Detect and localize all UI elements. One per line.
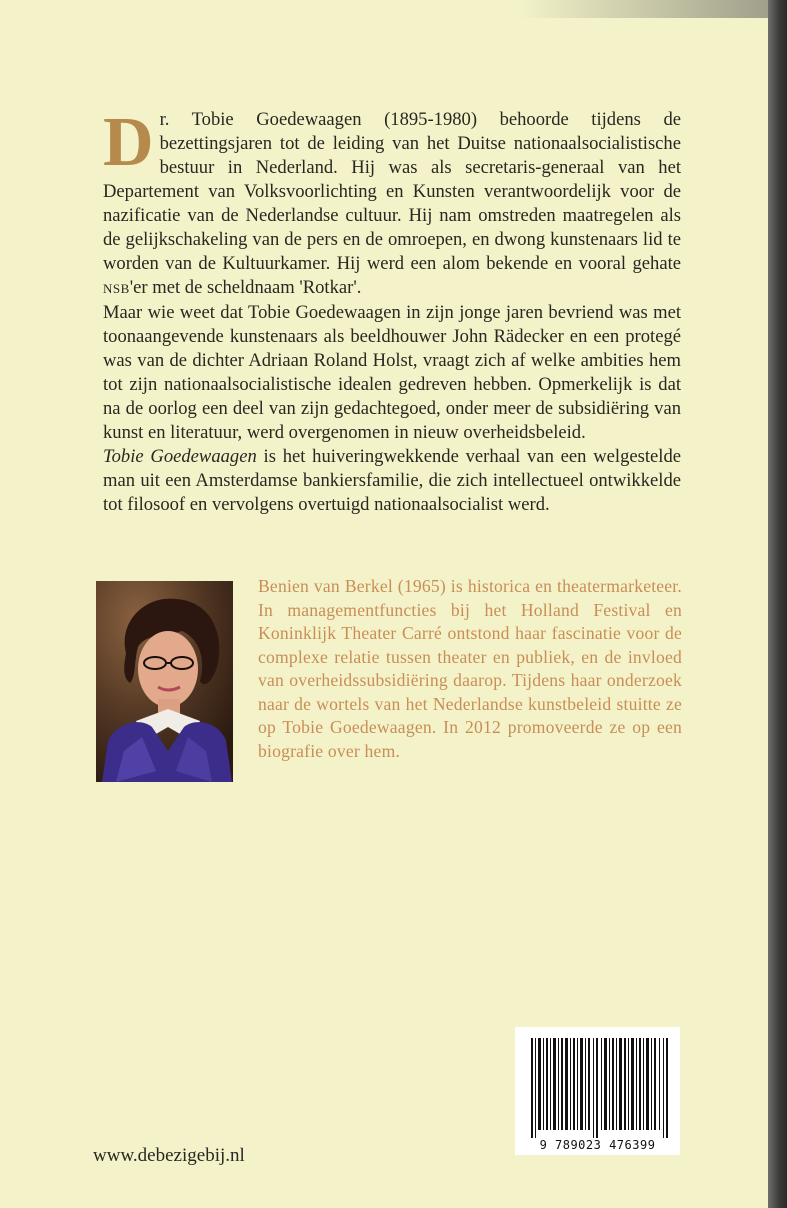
blurb-text: [103, 104, 681, 517]
blurb-p1-text: r. Tobie Goedewaagen (1895-1980) behoorde tijdens de bezettingsjaren tot de leiding van het Duitse nationaalsocialistische bestuur in Nederland. Hij was als secretaris-generaal van het Departement van Volksvoorlichting en Kunsten verantwoordelijk voor de nazificatie van de Nederlandse cultuur. Hij nam omstreden maatregelen als de gelijkschakeling van de pers en de omroepen, en dwong kunstenaars lid te worden van de Kultuurkamer. Hij werd een alom bekende en vooral gehate: [103, 109, 681, 274]
barcode-icon: [531, 1038, 669, 1138]
author-photo: [96, 581, 233, 782]
publisher-url[interactable]: www.debezigebij.nl: [93, 1145, 245, 1166]
barcode: [515, 1027, 680, 1155]
isbn-number: 9 789023 476399: [539, 1138, 656, 1152]
blurb-paragraph-1: [103, 104, 681, 301]
scan-shadow: [520, 0, 768, 18]
blurb-p1-nsb: NSB: [103, 281, 130, 296]
blurb-p3-text: is het huiveringwekkende verhaal van een welgestelde man uit een Amsterdamse bankiersfamilie, die zich intellectueel ontwikkelde tot filosoof en vervolgens overtuigd nationaalsocialist werd.: [103, 446, 681, 515]
blurb-p1-end: 'er met de scheldnaam 'Rotkar'.: [129, 277, 362, 298]
spine-edge: [768, 0, 787, 1208]
blurb-paragraph-2: Maar wie weet dat Tobie Goedewaagen in zijn jonge jaren bevriend was met toonaangevende kunstenaars als beeldhouwer John Rädecker en een protegé was van de dichter Adriaan Roland Holst, vraagt zich af welke ambities hem tot zijn nationaalsocialistische idealen gedreven hebben. Opmerkelijk is dat na de oorlog een deel van zijn gedachtegoed, onder meer de subsidiëring van kunst en literatuur, werd overgenomen in nieuw overheidsbeleid.: [103, 302, 681, 443]
drop-cap: D: [103, 104, 152, 181]
author-bio: Benien van Berkel (1965) is historica en theatermarketeer. In managementfuncties bij het Holland Festival en Koninklijk Theater Carré ontstond haar fascinatie voor de complexe relatie tussen theater en publiek, en de invloed van overheidssubsidiëring daarop. Tijdens haar onderzoek naar de wortels van het Nederlandse kunstbeleid stuitte ze op Tobie Goedewaagen. In 2012 promoveerde ze op een biografie over hem.: [258, 576, 682, 761]
book-title: Tobie Goedewaagen: [103, 446, 257, 467]
author-portrait-icon: [96, 581, 233, 782]
blurb-paragraph-3: [103, 445, 681, 517]
